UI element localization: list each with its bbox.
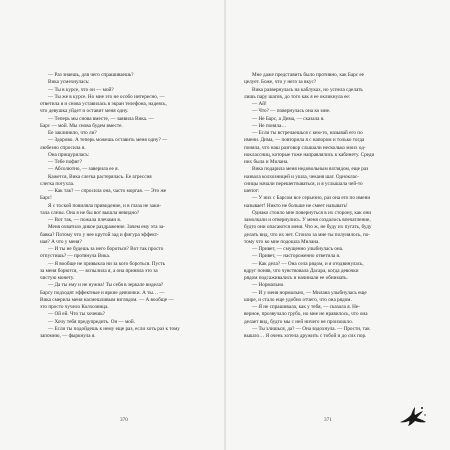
text-line: поняла, что наш разговор слышали несколько моих од- [244,144,366,151]
text-line: — Не поняла… [252,122,287,129]
text-line: — Как дела? — Она села рядом, и я отодвинулась, [252,260,364,267]
text-line: Однако стоило мне повернуться в их сторону, как они [252,209,372,216]
text-line: — Здорово. А теперь можешь оставить меня одну? — [48,137,168,144]
left-page-text [40,72,210,340]
text-line: — Тебе пофиг? [48,159,82,165]
text-line: — Ты же в курсе. Но мне это не особо интересно, — [48,93,165,100]
text-line: Вика развернулась на каблуках, но успела сделать [252,86,363,93]
text-line: Мне даже представить было противно, как Барс ее [252,72,364,78]
ink-splash-icon [398,405,428,427]
text-line: Кажется, Вика слегка растерялась. Ее агрессия [48,173,152,180]
text-line: рядом подсаживались и начинали ее обнимать. [244,275,348,281]
text-line: них была и Милана. [244,159,289,165]
text-line: тала слезы. Она я не бы вот вышла невидно? [40,209,140,216]
text-line: ответила я и снова уставилась в экран телефона, надеясь, [40,101,167,107]
text-line: шире, и стало еще удобно отчего, что она рядом. [244,296,352,303]
text-line: Барсу подходят эффектные и яркие девчонки. А ты… — [40,289,165,296]
text-line: — И у меня нормально, — Милана улыбнулась еще [252,289,367,296]
text-line: сницы начали перешептываться, и я услышала чей-то [244,180,363,187]
text-line: Ее заклинило, что ли? [48,130,97,136]
text-line: — Ты в курсе, что он — мой? [48,86,114,93]
text-line: — Как так? — спросила она, часто моргая. — Это же [48,188,167,194]
text-line: слегка потухла. [40,180,75,187]
text-line: ная? А что у меня? [40,238,82,245]
text-line: это просто чучело Колхозница. [40,304,109,310]
right-page-text [244,72,414,340]
text-line: ноклассниц, которые тоже направлялись к кабинету. Среди [244,151,375,158]
text-line: целует. Боже, что у него за вкус? [244,79,317,86]
text-line: Вика смерила меня насмешливым взглядом. — А вообще — [40,296,174,303]
text-line: отпустишь? — протянула Вика. [40,253,111,260]
text-line: — Привет, — смущенно улыбнулась она. [252,246,344,252]
text-line: — Раз знаешь, для чего спрашиваешь? [48,72,134,78]
text-line: будто они опасаются меня. Что ж, не буду их пугать, буду [244,224,372,231]
text-line: называет! Никто не больше не смеет называть! [244,202,348,209]
text-line: делает вид, будто мы с ней ничего не произошло. [244,318,353,325]
text-line: — Ой ей. Что ты хочешь? [48,311,105,318]
text-line: бавка? Потому что у нее крутой зад и фигура эффект- [40,231,159,238]
page-gutter [224,0,226,450]
text-line: — Я вообще не привыкла ни за кого бороться. Пусть [48,260,166,267]
text-line: назвала колхозницей и ушла, чеканя шаг. Одноклас- [244,173,359,180]
text-line: — Вот так, — пожала плечами я. [48,217,122,223]
text-line: — Да ты ему и не нужна! Ты себя в зеркале видела? [48,282,164,289]
text-line: Барс — мой. Мы снова будем вместе. [40,122,123,129]
text-line: что девушка уйдет и оставит меня одну. [40,108,129,115]
text-line: — Если ты встречаешься с кем-то, называй его по [252,130,363,136]
text-line: имени. Дима, — повторила я с напором и только тогда [244,137,365,144]
page-number-right: 371 [324,417,332,423]
text-line: Вика усмехнулась: [48,79,90,86]
text-line: вдруг поняв, что чувствовала Дасара, когда девочки [244,267,359,274]
text-line: — Если ты подойдешь к нему еще раз, если хоть раз к тому [48,325,180,332]
text-line: лишь пару шагов, до того как я ее окликнула ее: [244,93,351,100]
text-line: Она прищурилась: [48,151,90,158]
text-line: — И ты не будешь за него бороться? Вот так просто [48,246,164,252]
text-line: — Теперь мы снова вместе, — заявила Вика. — [48,115,154,122]
text-line: Меня охватило дикое раздражение. Зачем ему эта за- [48,224,165,231]
text-line: — У них с Барсом все серьезно, раз она его по имени [252,195,371,202]
text-line: запомню, — фыркнула я. [40,333,96,339]
text-line: — Не Барс, а Дима, — сказала я. [252,115,325,122]
text-line: тому что ко мне подошла Милана. [244,238,320,245]
text-line: — Хочу тебя предупредить. Он — мой. [48,318,135,325]
text-line: — Нормально. [252,282,285,289]
text-line: делать вид, что их нет. Стоило за мне ты полунялось, по- [244,231,371,238]
text-line: — Ты злишься, да? — Она вздохнула. — Прости, так [252,325,370,332]
text-line: Вика подарила меня недовольным взглядом, еще раз [252,166,369,173]
text-line: шепот: [244,188,260,194]
text-line: — Я не спрашивала, как у тебя, — сказала я. Не- [252,304,360,310]
text-line: любезно спросила я. [40,144,86,151]
text-line: — Ай! [252,101,267,107]
text-line: — Абсолютно, — заверила ее я. [48,166,119,173]
text-line: за меня борются, — вспылила я, а она приняла это за [40,267,158,274]
text-line: верное, прозвучало грубо, но мне не нравилось, что она [244,311,368,318]
page-number-left: 370 [120,417,128,423]
text-line: вышло… Я очень хотела дружить с тобой и до сих пор. [244,333,367,339]
text-line: — Что? — повернулась она ко мне. [252,108,331,115]
text-line: — Привет, — настороженно ответила я. [252,253,341,260]
text-line: замолкали и отвернулись. У меня создалось впечатление, [244,217,371,223]
text-line: Барс! [40,195,52,202]
text-line: чистую монету. [40,275,75,281]
text-line: Я с тоской повиляла привидение, и в глаза не заки- [48,202,161,209]
